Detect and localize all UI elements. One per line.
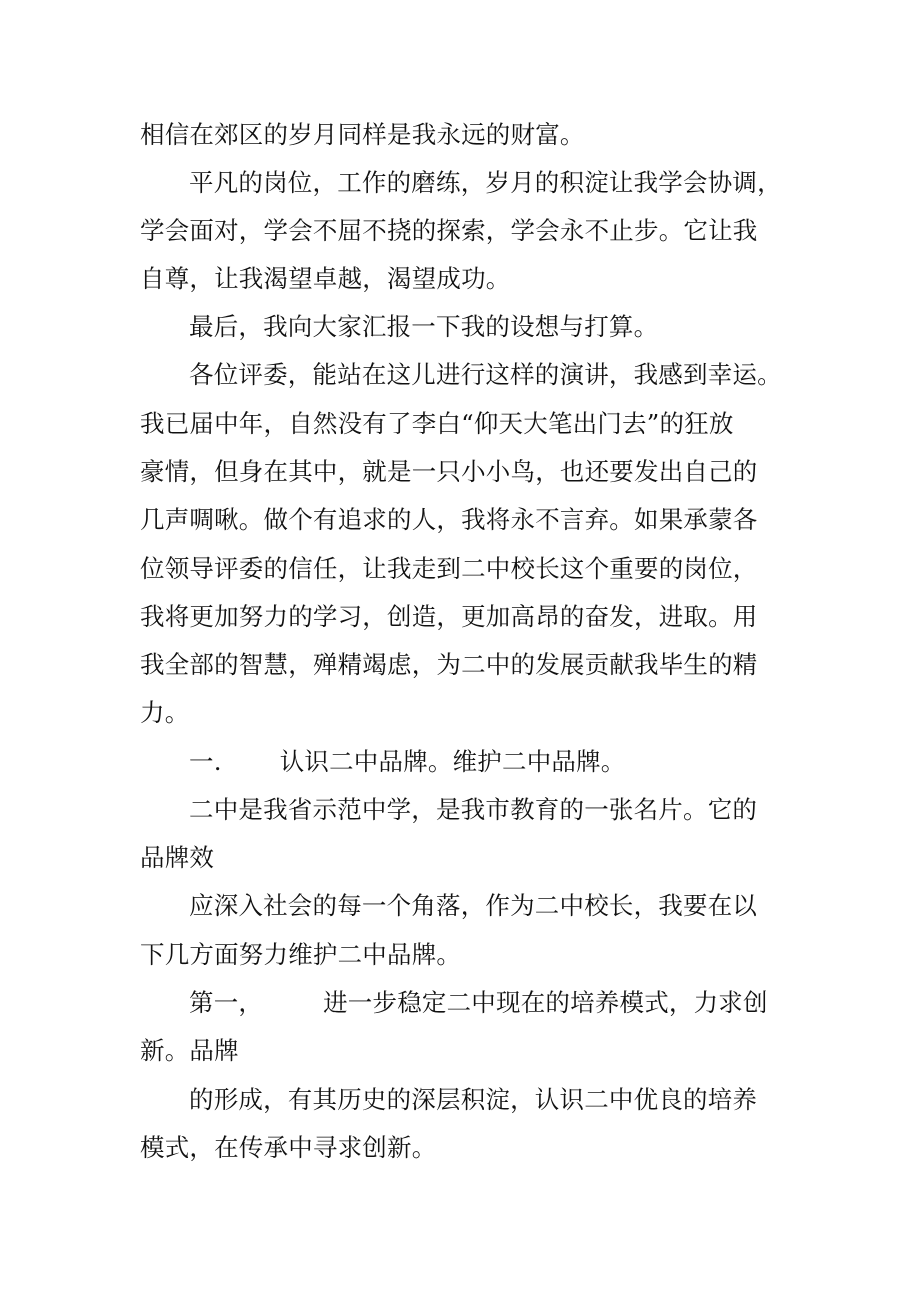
text-line: 相信在郊区的岁月同样是我永远的财富。 — [140, 120, 585, 149]
section-heading — [189, 745, 626, 779]
item-number: 第一， — [189, 988, 264, 1017]
text-line: 新。品牌 — [140, 1036, 239, 1065]
text-line: 我将更加努力的学习，创造，更加高昂的奋发，进取。用 — [140, 602, 758, 631]
text-line: 模式，在传承中寻求创新。 — [140, 1133, 437, 1162]
item-text: 进一步稳定二中现在的培养模式，力求创 — [323, 988, 768, 1017]
paragraph-line: 应深入社会的每一个角落，作为二中校长，我要在以 — [189, 891, 758, 920]
text-line: 品牌效 — [140, 843, 215, 872]
paragraph-line: 二中是我省示范中学，是我市教育的一张名片。它的 — [189, 795, 758, 824]
paragraph-line: 各位评委，能站在这儿进行这样的演讲，我感到幸运。 — [189, 360, 782, 389]
text-line: 自尊，让我渴望卓越，渴望成功。 — [140, 264, 511, 293]
text-line: 力。 — [140, 698, 190, 727]
section-title: 认识二中品牌。维护二中品牌。 — [279, 747, 626, 776]
paragraph-line: 最后，我向大家汇报一下我的设想与打算。 — [189, 312, 659, 341]
text-line: 学会面对，学会不屈不挠的探索，学会永不止步。它让我 — [140, 216, 758, 245]
section-number: 一. — [189, 747, 222, 776]
text-line: 位领导评委的信任，让我走到二中校长这个重要的岗位， — [140, 554, 758, 583]
text-line: 我已届中年，自然没有了李白“仰天大笔出门去”的狂放 — [140, 409, 734, 438]
text-line: 下几方面努力维护二中品牌。 — [140, 940, 462, 969]
text-line: 豪情，但身在其中，就是一只小小鸟，也还要发出自己的 — [140, 457, 758, 486]
paragraph-line: 的形成，有其历史的深层积淀，认识二中优良的培养 — [189, 1085, 758, 1114]
text-line: 几声啁啾。做个有追求的人，我将永不言弃。如果承蒙各 — [140, 505, 758, 534]
list-item-first — [189, 986, 768, 1020]
paragraph-line: 平凡的岗位，工作的磨练，岁月的积淀让我学会协调， — [189, 168, 782, 197]
text-line: 我全部的智慧，殚精竭虑，为二中的发展贡献我毕生的精 — [140, 650, 758, 679]
